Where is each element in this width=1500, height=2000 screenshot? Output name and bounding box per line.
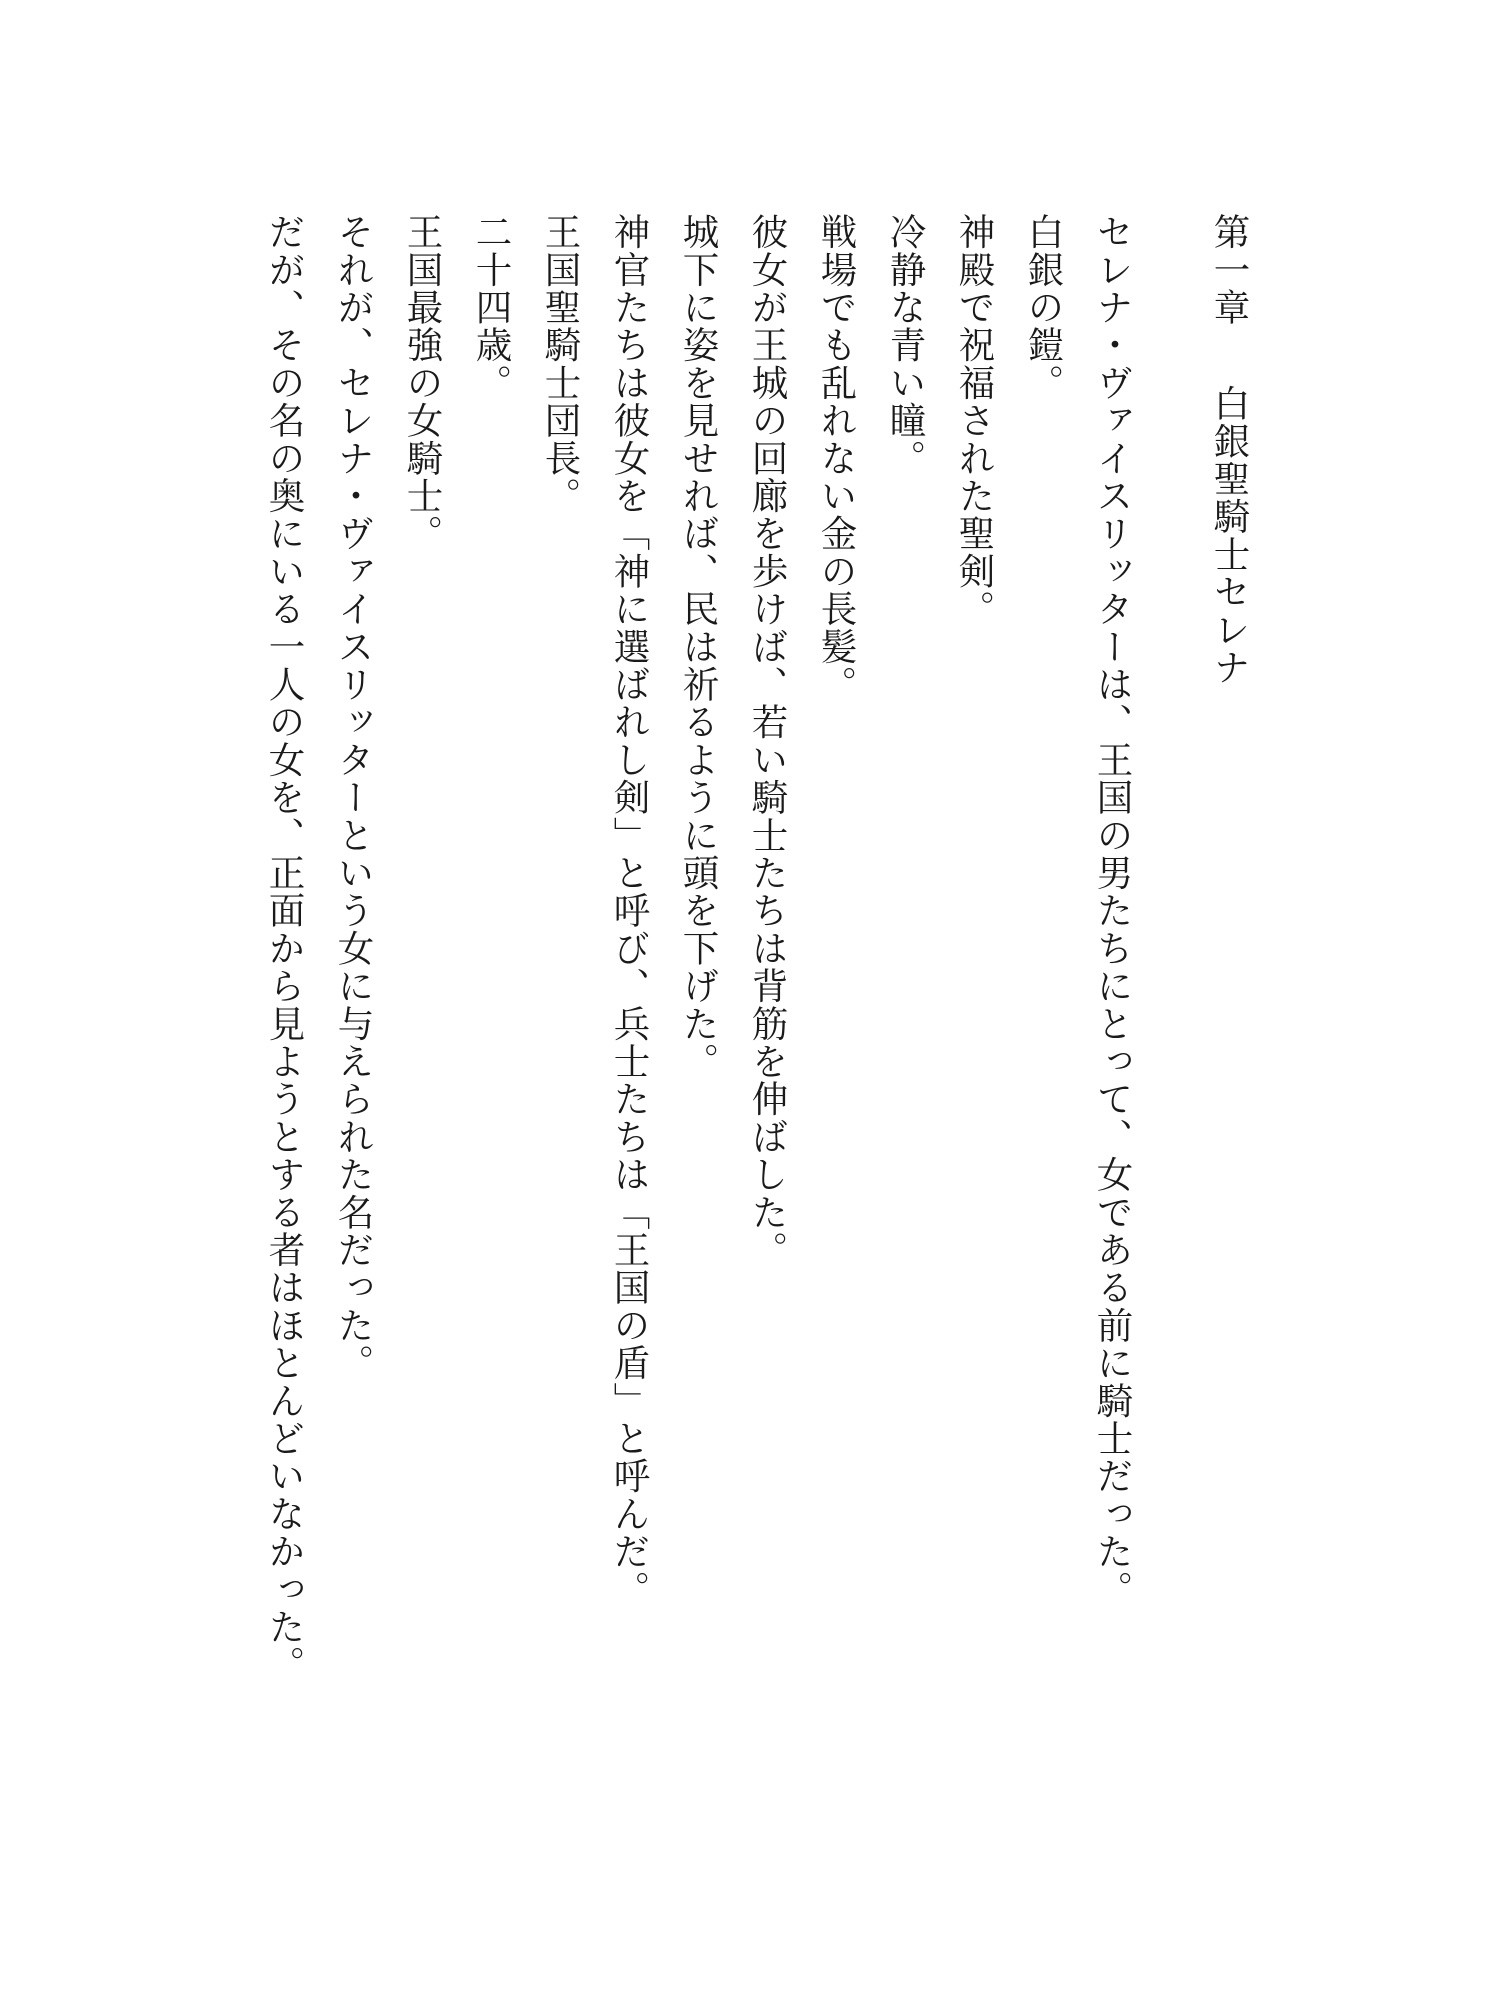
body-line: 彼女が王城の回廊を歩けば、若い騎士たちは背筋を伸ばした。: [746, 213, 789, 1269]
body-line: 二十四歳。: [470, 213, 513, 402]
chapter-title: 白銀聖騎士セレナ: [1208, 384, 1251, 687]
body-line: 戦場でも乱れない金の長髪。: [815, 213, 858, 704]
body-line: それが、セレナ・ヴァイスリッターという女に与えられた名だった。: [332, 213, 375, 1382]
body-line: だが、その名の奥にいる一人の女を、正面から見ようとする者はほとんどいなかった。: [263, 213, 306, 1684]
body-line: セレナ・ヴァイスリッターは、王国の男たちにとって、女である前に騎士だった。: [1091, 213, 1134, 1608]
body-line: 王国聖騎士団長。: [539, 213, 582, 515]
body-line: 白銀の鎧。: [1022, 213, 1065, 402]
vertical-text-block: [250, 0, 1264, 1684]
body-line: 王国最強の女騎士。: [401, 213, 444, 553]
chapter-number: 第一章: [1208, 213, 1251, 327]
chapter-title-spacer: [1211, 326, 1248, 384]
body-line: 神殿で祝福された聖剣。: [953, 213, 996, 628]
body-line: 冷静な青い瞳。: [884, 213, 927, 477]
chapter-heading: [1195, 213, 1264, 1633]
body-line: 神官たちは彼女を「神に選ばれし剣」と呼び、兵士たちは「王国の盾」と呼んだ。: [608, 213, 651, 1608]
body-line: 城下に姿を見せれば、民は祈るように頭を下げた。: [677, 213, 720, 1081]
